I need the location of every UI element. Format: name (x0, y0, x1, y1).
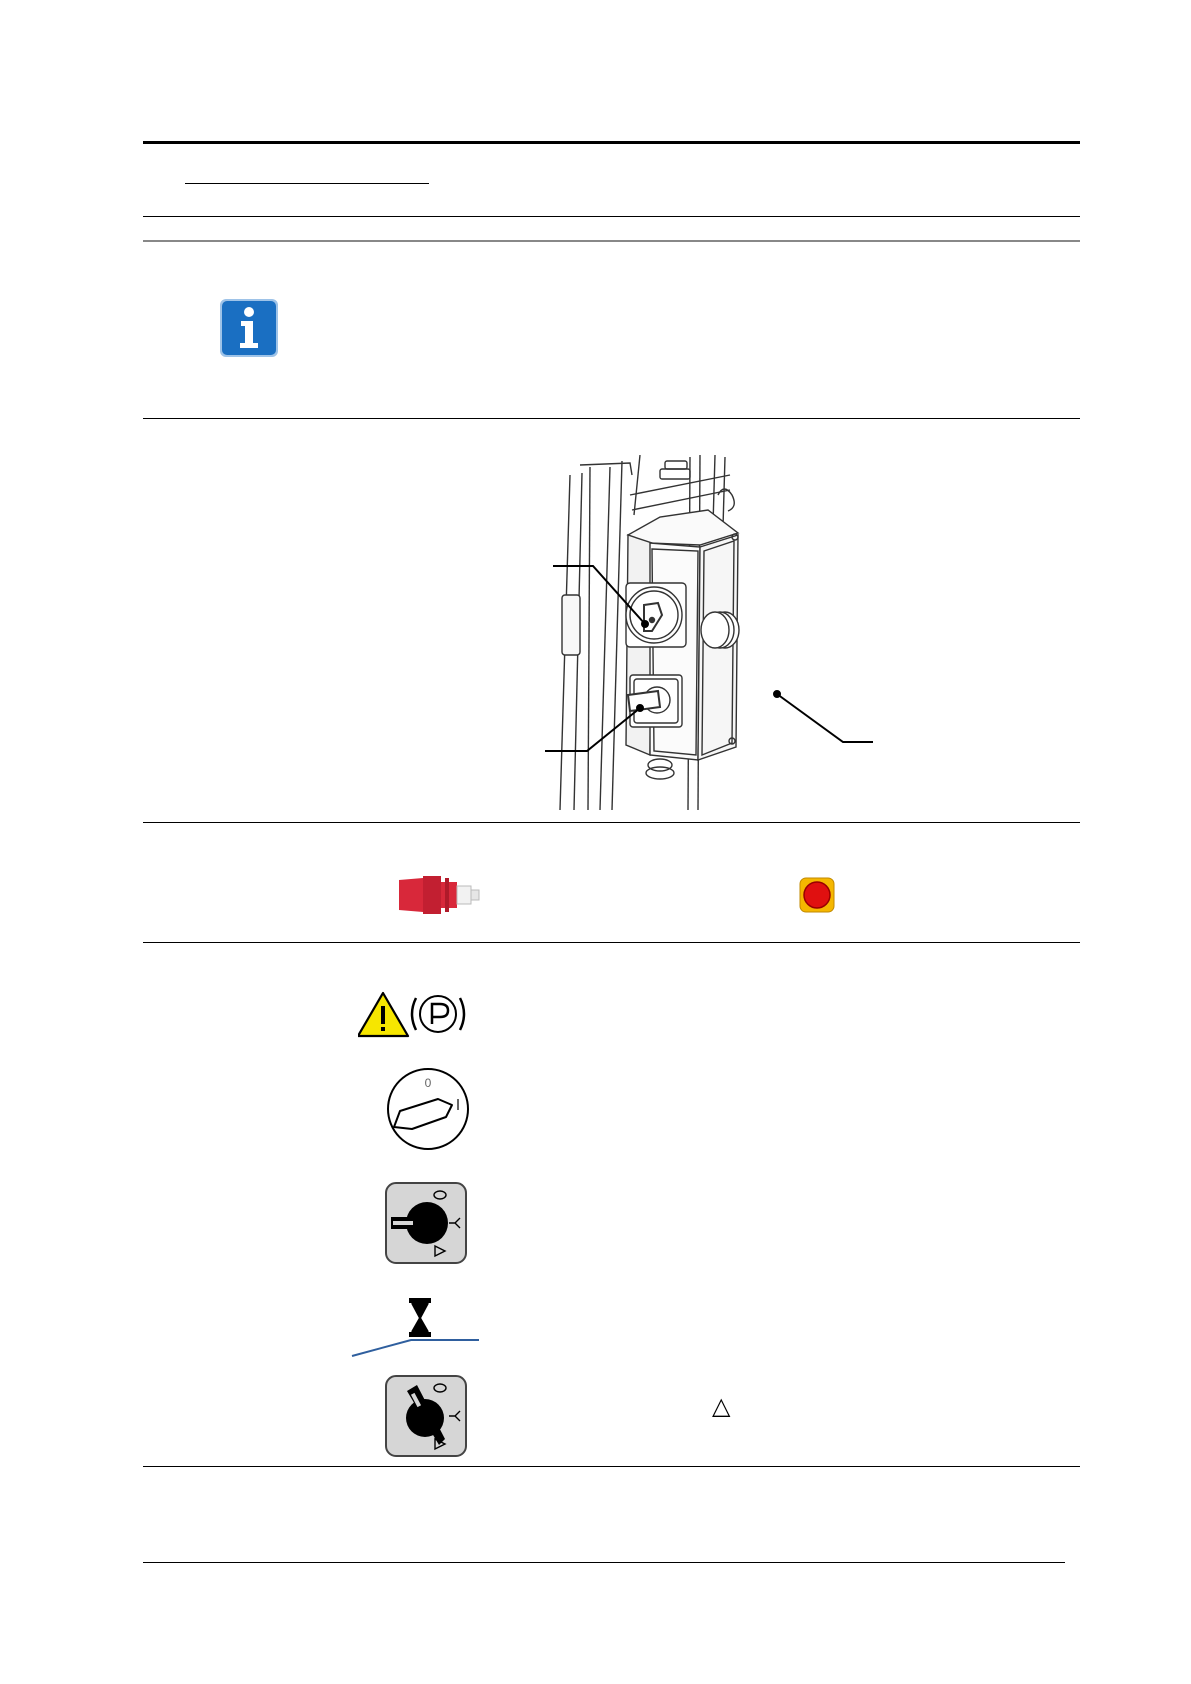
header-rule-top (143, 141, 1080, 144)
parking-brake-icon (420, 996, 456, 1032)
table-rule-3 (143, 418, 1080, 419)
info-icon (219, 298, 279, 358)
hourglass-wait-icon (351, 1296, 481, 1358)
callout-star-delta-switch (545, 708, 640, 751)
table-rule-6 (143, 1466, 1080, 1467)
warning-parking-brake-icon (358, 990, 470, 1038)
table-rule-5 (143, 942, 1080, 943)
callout-emergency-stop (777, 694, 873, 742)
section-title-underline (185, 183, 429, 184)
callout-lines (545, 560, 945, 760)
callout-main-switch (553, 566, 645, 624)
table-rule-4 (143, 822, 1080, 823)
star-delta-switch-delta-icon (385, 1375, 467, 1457)
footer-rule (143, 1562, 1065, 1563)
cee-red-plug-icon (397, 872, 483, 918)
table-rule-2 (143, 240, 1080, 242)
main-switch-on-icon (386, 1067, 470, 1151)
emergency-stop-button-icon (799, 877, 835, 913)
delta-symbol: △ (712, 1393, 731, 1420)
table-rule-1 (143, 216, 1080, 217)
star-delta-switch-off-icon (385, 1182, 467, 1264)
svg-text:0: 0 (424, 1076, 432, 1090)
